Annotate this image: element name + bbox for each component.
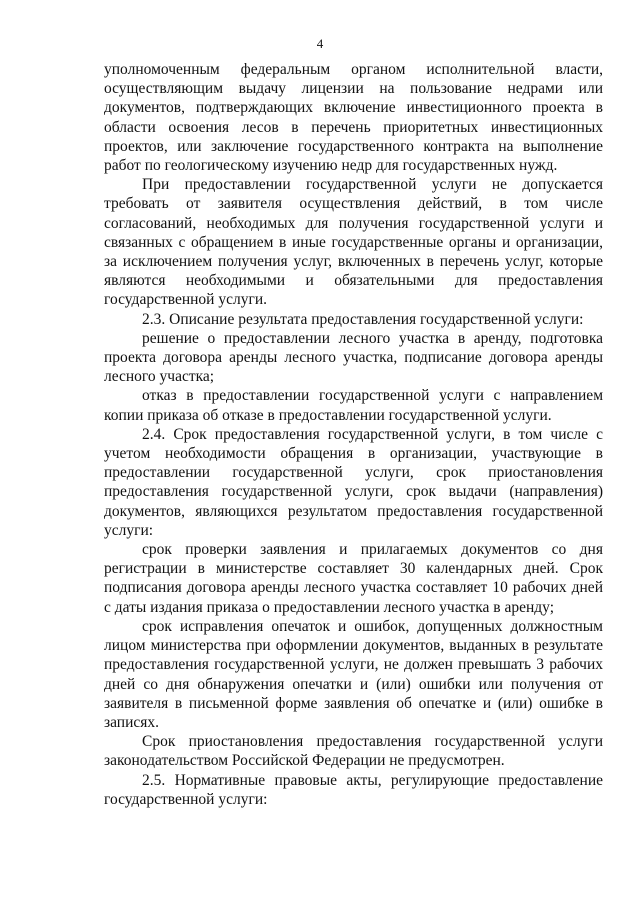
page-number: 4 xyxy=(316,36,324,51)
paragraph: срок проверки заявления и прилагаемых документов со дня регистрации в министерстве составляет 30 календарных дней. Срок подписания договора аренды лесного участка составляет 10 рабочих дней с даты издания приказа о предоставлении лесного участка в аренду; xyxy=(104,541,603,616)
paragraph: При предоставлении государственной услуги не допускается требовать от заявителя осуществления действий, в том числе согласований, необходимых для получения государственной услуги и связанных с обращением в иные государственные органы и организации, за исключением получения услуг, включенных в перечень услуг, которые являются необходимыми и обязательными для предоставления государственной услуги. xyxy=(104,176,603,309)
paragraph: решение о предоставлении лесного участка в аренду, подготовка проекта договора аренды лесного участка, подписание договора аренды лесного участка; xyxy=(104,329,603,386)
section-heading: 2.4. Срок предоставления государственной услуги, в том числе с учетом необходимости обращения в организации, участвующие в предоставлении государственной услуги, срок приостановления предоставления государственной услуги, срок выдачи (направления) документов, являющихся результатом предоставления государственной услуги: xyxy=(104,425,603,539)
document-body xyxy=(104,60,603,809)
paragraph: отказ в предоставлении государственной услуги с направлением копии приказа об отказе в предоставлении государственной услуги. xyxy=(104,387,603,424)
section-heading: 2.5. Нормативные правовые акты, регулирующие предоставление государственной услуги: xyxy=(104,771,603,808)
section-heading: 2.3. Описание результата предоставления государственной услуги: xyxy=(142,310,584,328)
paragraph: срок исправления опечаток и ошибок, допущенных должностным лицом министерства при оформлении документов, выданных в результате предоставления государственной услуги, не должен превышать 3 рабочих дней со дня обнаружения опечатки и (или) ошибки или получения от заявителя в письменной форме заявления об опечатке и (или) ошибке в записях. xyxy=(104,617,603,731)
paragraph: Срок приостановления предоставления государственной услуги законодательством Российской Федерации не предусмотрен. xyxy=(104,733,603,770)
paragraph: уполномоченным федеральным органом исполнительной власти, осуществляющим выдачу лицензии на пользование недрами или документов, подтверждающих включение инвестиционного проекта в области освоения лесов в перечень приоритетных инвестиционных проектов, или заключение государственного контракта на выполнение работ по геологическому изучению недр для государственных нужд. xyxy=(104,61,603,175)
